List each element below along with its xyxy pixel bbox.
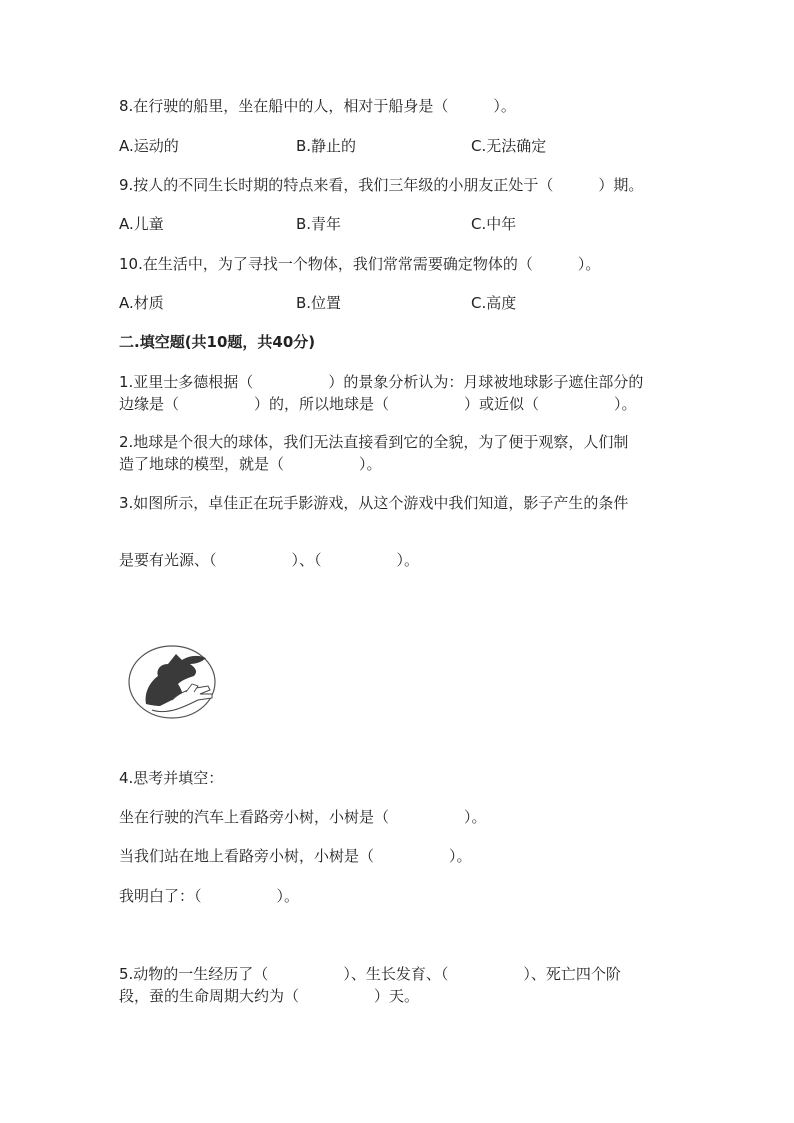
hand-shadow-figure (126, 642, 218, 722)
f2-line2: 造了地球的模型，就是（ ）。 (119, 455, 382, 473)
f3-line2: 是要有光源、（ ）、（ ）。 (119, 551, 420, 569)
f3-line1: 3.如图所示，卓佳正在玩手影游戏，从这个游戏中我们知道，影子产生的条件 (119, 494, 629, 512)
q9-option-b: B.青年 (296, 215, 342, 233)
q10-option-c: C.高度 (471, 294, 517, 312)
f4-line2: 当我们站在地上看路旁小树，小树是（ ）。 (119, 847, 472, 865)
q10-option-a: A.材质 (119, 294, 164, 312)
q8-option-a: A.运动的 (119, 137, 179, 155)
f1-line1: 1.亚里士多德根据（ ）的景象分析认为：月球被地球影子遮住部分的 (119, 373, 644, 391)
f2-line1: 2.地球是个很大的球体，我们无法直接看到它的全貌，为了便于观察，人们制 (119, 433, 629, 451)
f4-line3: 我明白了：（ ）。 (119, 887, 300, 905)
q10-stem: 10.在生活中，为了寻找一个物体，我们常常需要确定物体的（ ）。 (119, 255, 601, 273)
f4-line1: 坐在行驶的汽车上看路旁小树，小树是（ ）。 (119, 808, 487, 826)
f1-line2: 边缘是（ ）的，所以地球是（ ）或近似（ ）。 (119, 395, 637, 413)
q9-option-a: A.儿童 (119, 215, 164, 233)
q8-option-b: B.静止的 (296, 137, 357, 155)
section-title: 二.填空题(共10题，共40分) (119, 333, 316, 351)
f5-line1: 5.动物的一生经历了（ ）、生长发育、（ ）、死亡四个阶 (119, 965, 621, 983)
f4-title: 4.思考并填空： (119, 769, 224, 787)
q8-option-c: C.无法确定 (471, 137, 547, 155)
q10-option-b: B.位置 (296, 294, 342, 312)
q8-stem: 8.在行驶的船里，坐在船中的人，相对于船身是（ ）。 (119, 97, 516, 115)
q9-stem: 9.按人的不同生长时期的特点来看，我们三年级的小朋友正处于（ ）期。 (119, 176, 644, 194)
q9-option-c: C.中年 (471, 215, 517, 233)
f5-line2: 段，蚕的生命周期大约为（ ）天。 (119, 987, 420, 1005)
